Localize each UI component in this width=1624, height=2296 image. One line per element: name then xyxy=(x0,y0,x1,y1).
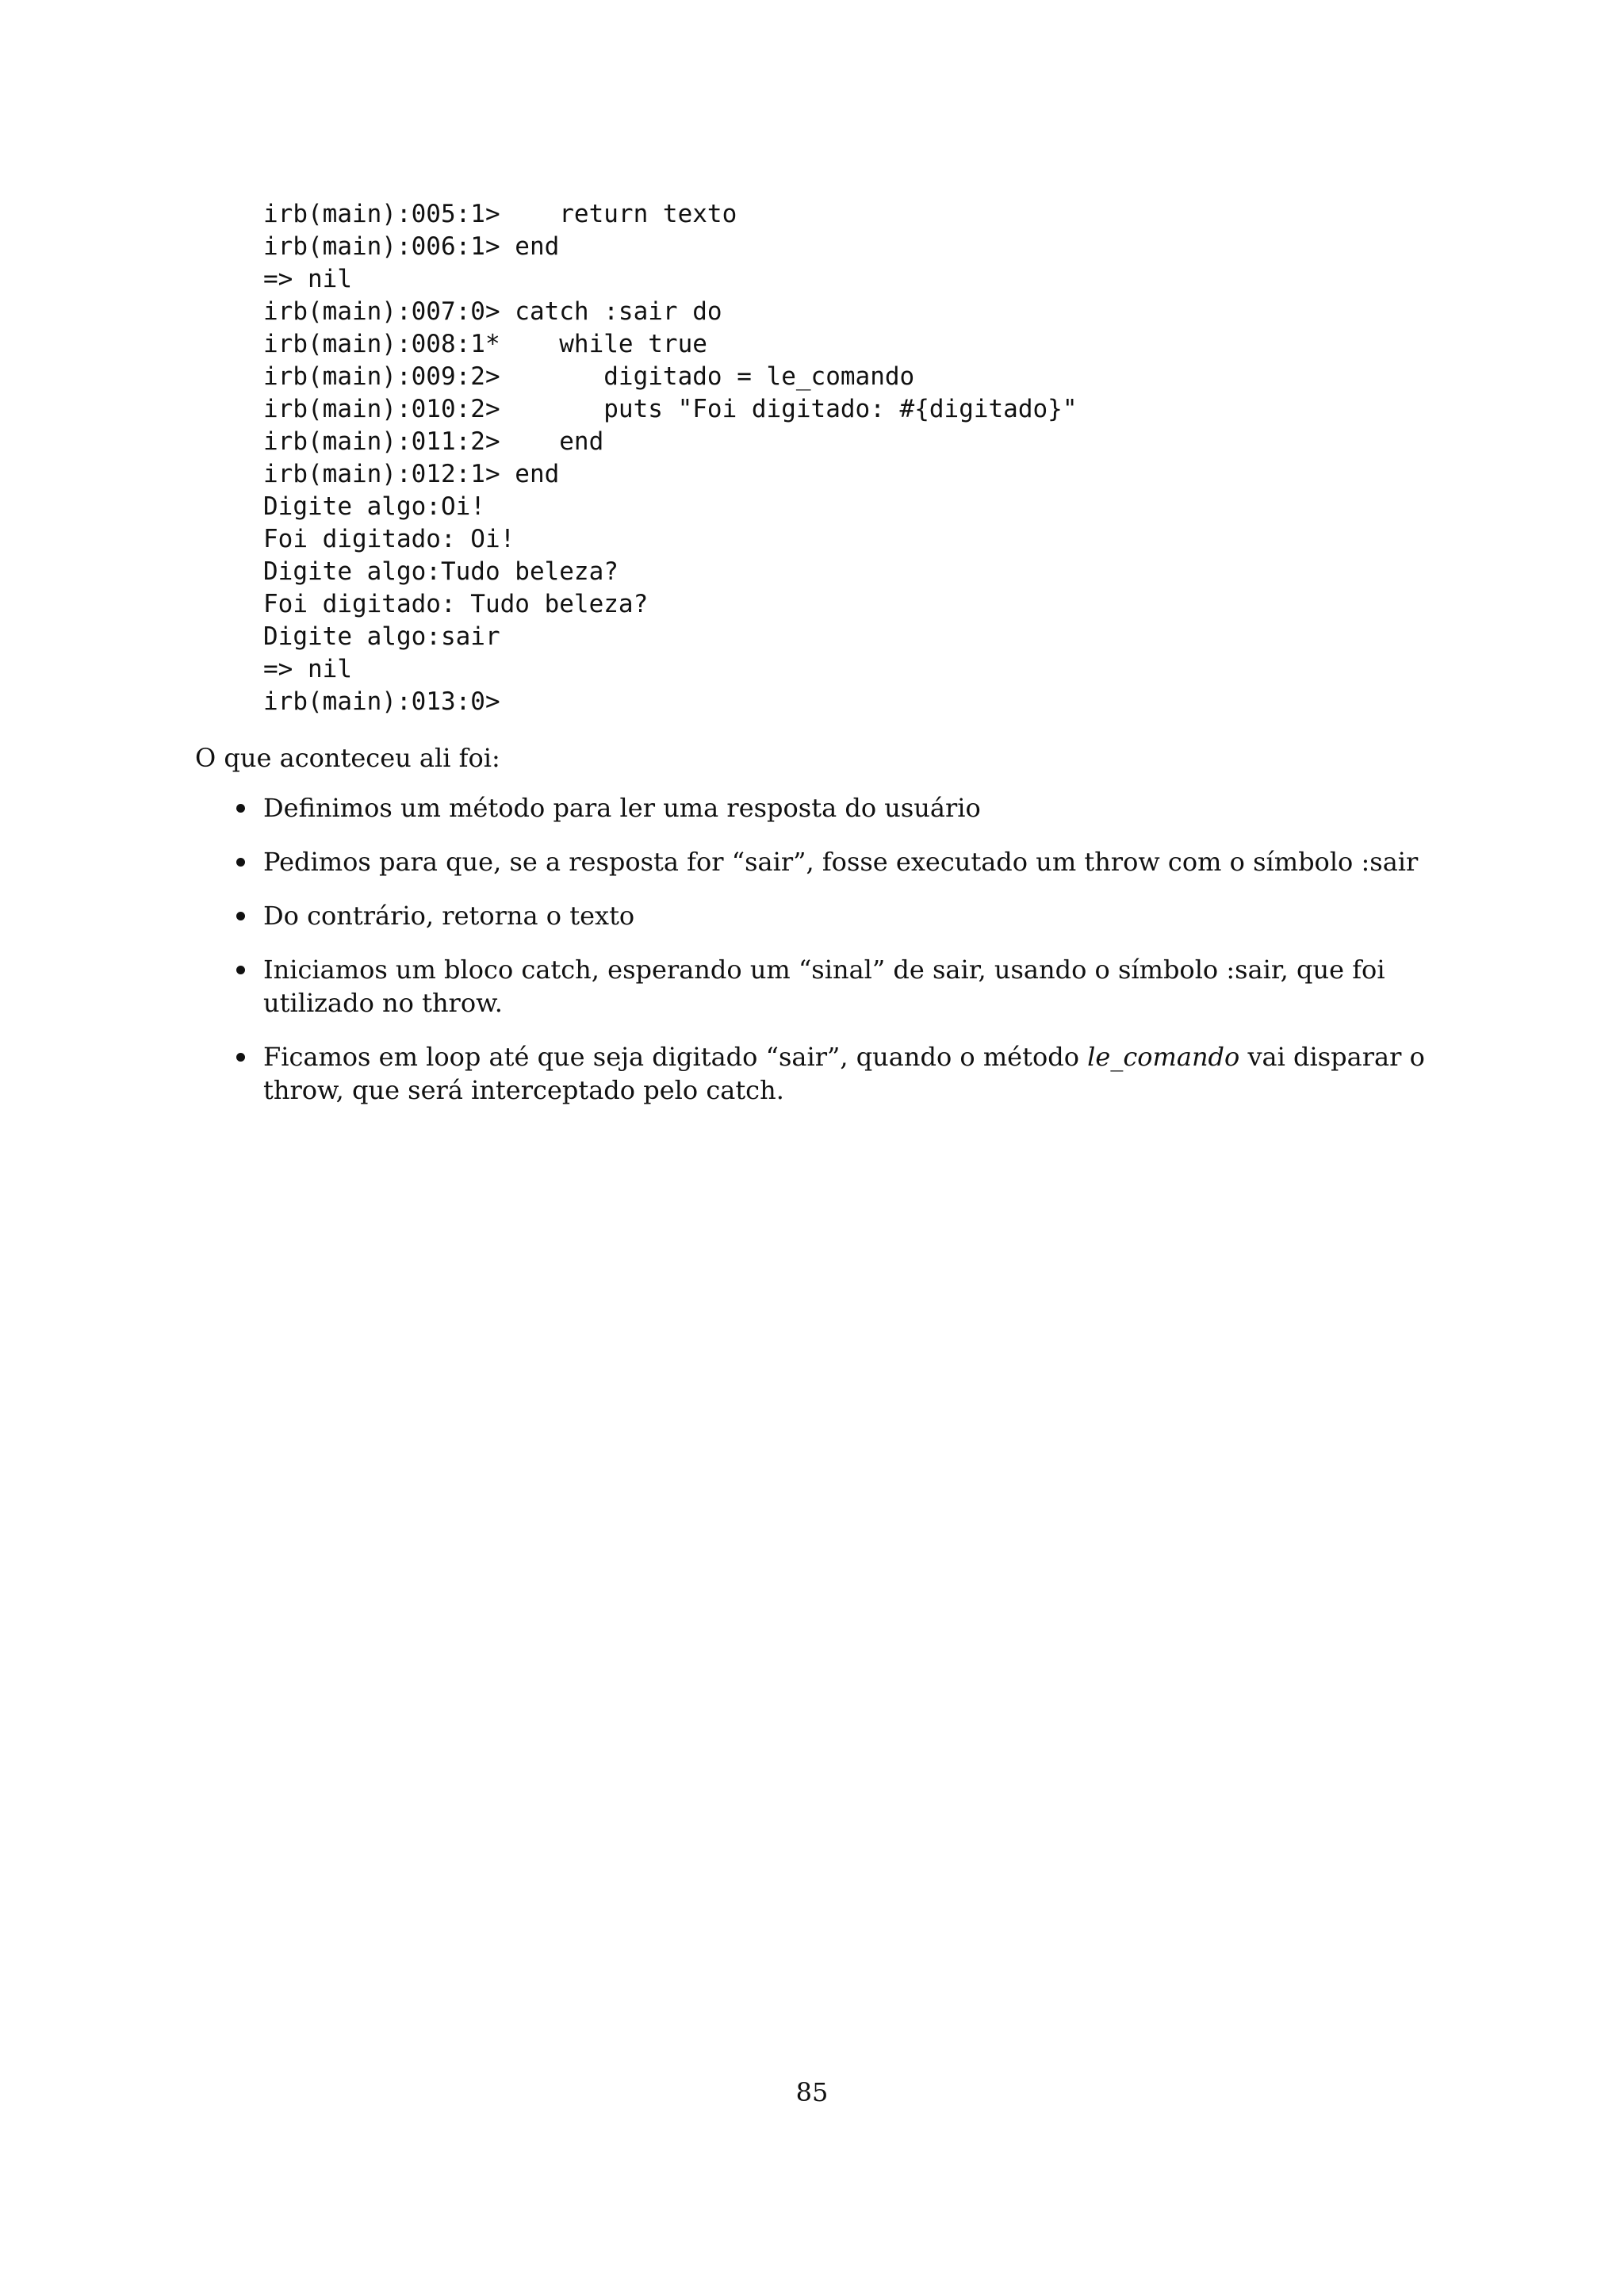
code-line: irb(main):011:2> end xyxy=(263,427,604,456)
bullet-icon xyxy=(236,912,245,920)
irb-code-listing xyxy=(263,198,1078,718)
list-item xyxy=(235,953,1440,1020)
bullet-icon xyxy=(236,966,245,974)
code-line: => nil xyxy=(263,655,352,683)
code-line: Digite algo:sair xyxy=(263,622,500,651)
code-line: irb(main):013:0> xyxy=(263,687,500,716)
page-number: 85 xyxy=(795,2077,829,2107)
list-item xyxy=(235,1040,1440,1107)
explanation-list xyxy=(235,791,1440,1127)
code-line: irb(main):009:2> digitado = le_comando xyxy=(263,362,915,391)
bullet-icon xyxy=(236,858,245,867)
code-line: irb(main):010:2> puts "Foi digitado: #{digitado}" xyxy=(263,395,1078,423)
code-line: Foi digitado: Oi! xyxy=(263,525,515,553)
code-line: irb(main):008:1* while true xyxy=(263,330,707,358)
code-line: irb(main):007:0> catch :sair do xyxy=(263,297,722,326)
code-line: Foi digitado: Tudo beleza? xyxy=(263,590,649,618)
list-item-text: Do contrário, retorna o texto xyxy=(263,901,635,931)
code-line: => nil xyxy=(263,265,352,293)
list-item-text: Definimos um método para ler uma resposta do usuário xyxy=(263,793,981,823)
list-item xyxy=(235,899,1440,932)
list-item-text-end: vai disparar o throw, que será interceptado pelo catch. xyxy=(263,1042,1425,1105)
code-line: irb(main):005:1> return texto xyxy=(263,200,737,228)
list-item-text-start: Ficamos em loop até que seja digitado “sair”, quando o método xyxy=(263,1042,1088,1072)
list-item-text: Iniciamos um bloco catch, esperando um “sinal” de sair, usando o símbolo :sair, que foi utilizado no throw. xyxy=(263,955,1385,1018)
code-line: irb(main):006:1> end xyxy=(263,232,560,261)
bullet-icon xyxy=(236,804,245,813)
code-line: Digite algo:Oi! xyxy=(263,492,485,521)
method-name-emphasis: le_comando xyxy=(1087,1042,1240,1072)
list-item-text: Pedimos para que, se a resposta for “sair”, fosse executado um throw com o símbolo :sair xyxy=(263,847,1419,877)
list-item xyxy=(235,845,1440,878)
list-item xyxy=(235,791,1440,825)
code-line: Digite algo:Tudo beleza? xyxy=(263,557,619,586)
bullet-icon xyxy=(236,1053,245,1062)
code-line: irb(main):012:1> end xyxy=(263,460,560,488)
intro-paragraph: O que aconteceu ali foi: xyxy=(195,743,500,773)
